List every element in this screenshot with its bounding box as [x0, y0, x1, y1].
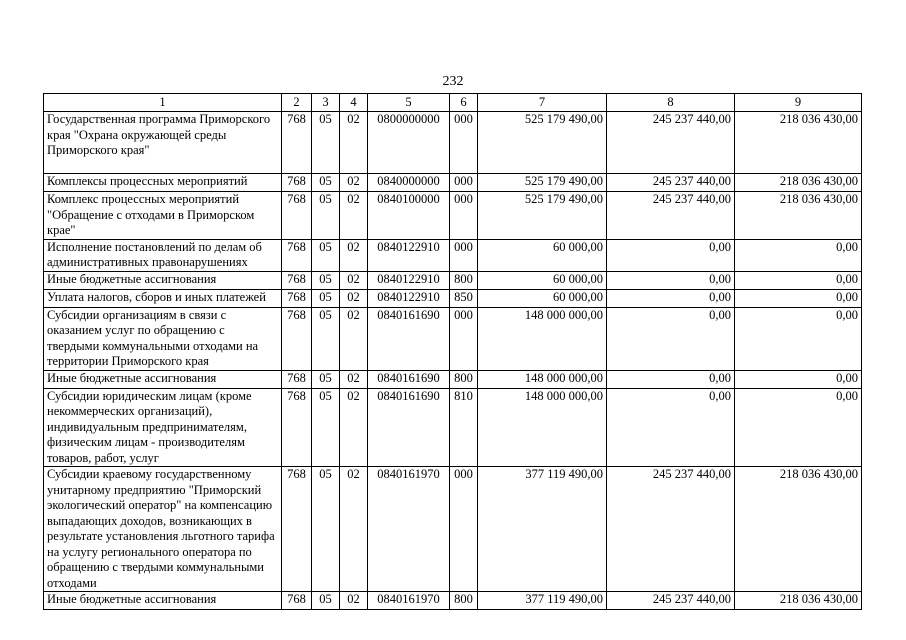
row-amount-col8: 245 237 440,00 — [607, 112, 735, 174]
row-amount-col7: 525 179 490,00 — [478, 192, 607, 240]
table-row — [44, 192, 862, 240]
row-code-section: 05 — [312, 289, 340, 307]
row-code-expense-type: 800 — [450, 592, 478, 610]
row-code-admin: 768 — [282, 467, 312, 592]
row-amount-col9: 0,00 — [735, 307, 862, 370]
row-code-expense-type: 800 — [450, 370, 478, 388]
row-amount-col9: 218 036 430,00 — [735, 592, 862, 610]
row-code-subsection: 02 — [340, 192, 368, 240]
row-code-expense-type: 000 — [450, 239, 478, 271]
row-amount-col9: 0,00 — [735, 239, 862, 271]
table-row — [44, 174, 862, 192]
row-code-target: 0840122910 — [368, 289, 450, 307]
row-amount-col7: 148 000 000,00 — [478, 388, 607, 467]
row-code-section: 05 — [312, 192, 340, 240]
row-amount-col7: 377 119 490,00 — [478, 467, 607, 592]
row-amount-col7: 60 000,00 — [478, 239, 607, 271]
row-code-section: 05 — [312, 239, 340, 271]
table-row — [44, 307, 862, 370]
table-row — [44, 271, 862, 289]
row-amount-col7: 60 000,00 — [478, 289, 607, 307]
row-code-section: 05 — [312, 592, 340, 610]
table-row — [44, 467, 862, 592]
row-code-target: 0840161690 — [368, 307, 450, 370]
row-amount-col8: 0,00 — [607, 388, 735, 467]
row-code-subsection: 02 — [340, 289, 368, 307]
row-name: Субсидии юридическим лицам (кроме некоммерческих организаций), индивидуальным предпринимателям, физическим лицам - производителям товаров, работ, услуг — [44, 388, 282, 467]
row-amount-col8: 0,00 — [607, 239, 735, 271]
row-code-admin: 768 — [282, 174, 312, 192]
row-code-target: 0840100000 — [368, 192, 450, 240]
page-number: 232 — [442, 74, 464, 89]
row-code-subsection: 02 — [340, 467, 368, 592]
row-amount-col9: 0,00 — [735, 271, 862, 289]
column-header-2: 2 — [282, 94, 312, 112]
row-amount-col7: 148 000 000,00 — [478, 307, 607, 370]
row-code-target: 0840122910 — [368, 271, 450, 289]
row-name: Комплексы процессных мероприятий — [44, 174, 282, 192]
row-amount-col9: 0,00 — [735, 289, 862, 307]
column-number-row — [44, 94, 862, 112]
row-name: Иные бюджетные ассигнования — [44, 370, 282, 388]
row-amount-col8: 245 237 440,00 — [607, 174, 735, 192]
column-header-1: 1 — [44, 94, 282, 112]
row-code-subsection: 02 — [340, 112, 368, 174]
row-amount-col8: 245 237 440,00 — [607, 467, 735, 592]
row-amount-col8: 0,00 — [607, 370, 735, 388]
row-code-target: 0840161690 — [368, 388, 450, 467]
row-code-section: 05 — [312, 271, 340, 289]
row-amount-col7: 525 179 490,00 — [478, 112, 607, 174]
row-amount-col9: 0,00 — [735, 370, 862, 388]
row-code-admin: 768 — [282, 388, 312, 467]
row-amount-col7: 377 119 490,00 — [478, 592, 607, 610]
row-code-admin: 768 — [282, 112, 312, 174]
row-code-expense-type: 800 — [450, 271, 478, 289]
row-amount-col8: 0,00 — [607, 271, 735, 289]
row-amount-col9: 0,00 — [735, 388, 862, 467]
table-row — [44, 112, 862, 174]
row-code-admin: 768 — [282, 592, 312, 610]
row-code-section: 05 — [312, 174, 340, 192]
row-code-expense-type: 000 — [450, 192, 478, 240]
row-code-section: 05 — [312, 112, 340, 174]
column-header-4: 4 — [340, 94, 368, 112]
row-code-target: 0840000000 — [368, 174, 450, 192]
table-row — [44, 370, 862, 388]
row-code-expense-type: 000 — [450, 467, 478, 592]
row-code-admin: 768 — [282, 307, 312, 370]
budget-table — [43, 93, 862, 610]
row-amount-col9: 218 036 430,00 — [735, 112, 862, 174]
row-code-section: 05 — [312, 307, 340, 370]
row-code-section: 05 — [312, 467, 340, 592]
row-name: Иные бюджетные ассигнования — [44, 592, 282, 610]
column-header-5: 5 — [368, 94, 450, 112]
row-code-admin: 768 — [282, 370, 312, 388]
row-code-subsection: 02 — [340, 592, 368, 610]
row-amount-col7: 60 000,00 — [478, 271, 607, 289]
table-row — [44, 592, 862, 610]
row-code-target: 0840161690 — [368, 370, 450, 388]
row-code-section: 05 — [312, 388, 340, 467]
row-amount-col9: 218 036 430,00 — [735, 192, 862, 240]
row-code-admin: 768 — [282, 239, 312, 271]
table-row — [44, 239, 862, 271]
row-code-admin: 768 — [282, 192, 312, 240]
row-name: Иные бюджетные ассигнования — [44, 271, 282, 289]
column-header-9: 9 — [735, 94, 862, 112]
row-name: Субсидии организациям в связи с оказанием услуг по обращению с твердыми коммунальными отходами на территории Приморского края — [44, 307, 282, 370]
row-code-subsection: 02 — [340, 307, 368, 370]
row-code-expense-type: 000 — [450, 112, 478, 174]
row-amount-col9: 218 036 430,00 — [735, 174, 862, 192]
row-amount-col9: 218 036 430,00 — [735, 467, 862, 592]
row-code-section: 05 — [312, 370, 340, 388]
table-row — [44, 289, 862, 307]
row-name: Государственная программа Приморского края "Охрана окружающей среды Приморского края" — [44, 112, 282, 174]
row-name: Уплата налогов, сборов и иных платежей — [44, 289, 282, 307]
row-code-target: 0840161970 — [368, 592, 450, 610]
table-row — [44, 388, 862, 467]
row-code-expense-type: 850 — [450, 289, 478, 307]
column-header-7: 7 — [478, 94, 607, 112]
row-code-subsection: 02 — [340, 239, 368, 271]
row-code-target: 0840161970 — [368, 467, 450, 592]
row-amount-col7: 148 000 000,00 — [478, 370, 607, 388]
row-amount-col7: 525 179 490,00 — [478, 174, 607, 192]
row-name: Комплекс процессных мероприятий "Обращение с отходами в Приморском крае" — [44, 192, 282, 240]
row-amount-col8: 245 237 440,00 — [607, 592, 735, 610]
row-code-expense-type: 810 — [450, 388, 478, 467]
row-amount-col8: 245 237 440,00 — [607, 192, 735, 240]
row-code-subsection: 02 — [340, 174, 368, 192]
row-amount-col8: 0,00 — [607, 289, 735, 307]
row-code-admin: 768 — [282, 289, 312, 307]
row-code-subsection: 02 — [340, 388, 368, 467]
row-code-admin: 768 — [282, 271, 312, 289]
row-name: Исполнение постановлений по делам об административных правонарушениях — [44, 239, 282, 271]
row-code-target: 0840122910 — [368, 239, 450, 271]
row-amount-col8: 0,00 — [607, 307, 735, 370]
row-code-target: 0800000000 — [368, 112, 450, 174]
column-header-8: 8 — [607, 94, 735, 112]
row-code-subsection: 02 — [340, 271, 368, 289]
row-code-subsection: 02 — [340, 370, 368, 388]
row-name: Субсидии краевому государственному унитарному предприятию "Приморский экологический оператор" на компенсацию выпадающих доходов, возникающих в результате установления льготного тарифа на услугу регионального оператора по обращению с твердыми коммунальными отходами — [44, 467, 282, 592]
row-code-expense-type: 000 — [450, 174, 478, 192]
column-header-3: 3 — [312, 94, 340, 112]
row-code-expense-type: 000 — [450, 307, 478, 370]
column-header-6: 6 — [450, 94, 478, 112]
